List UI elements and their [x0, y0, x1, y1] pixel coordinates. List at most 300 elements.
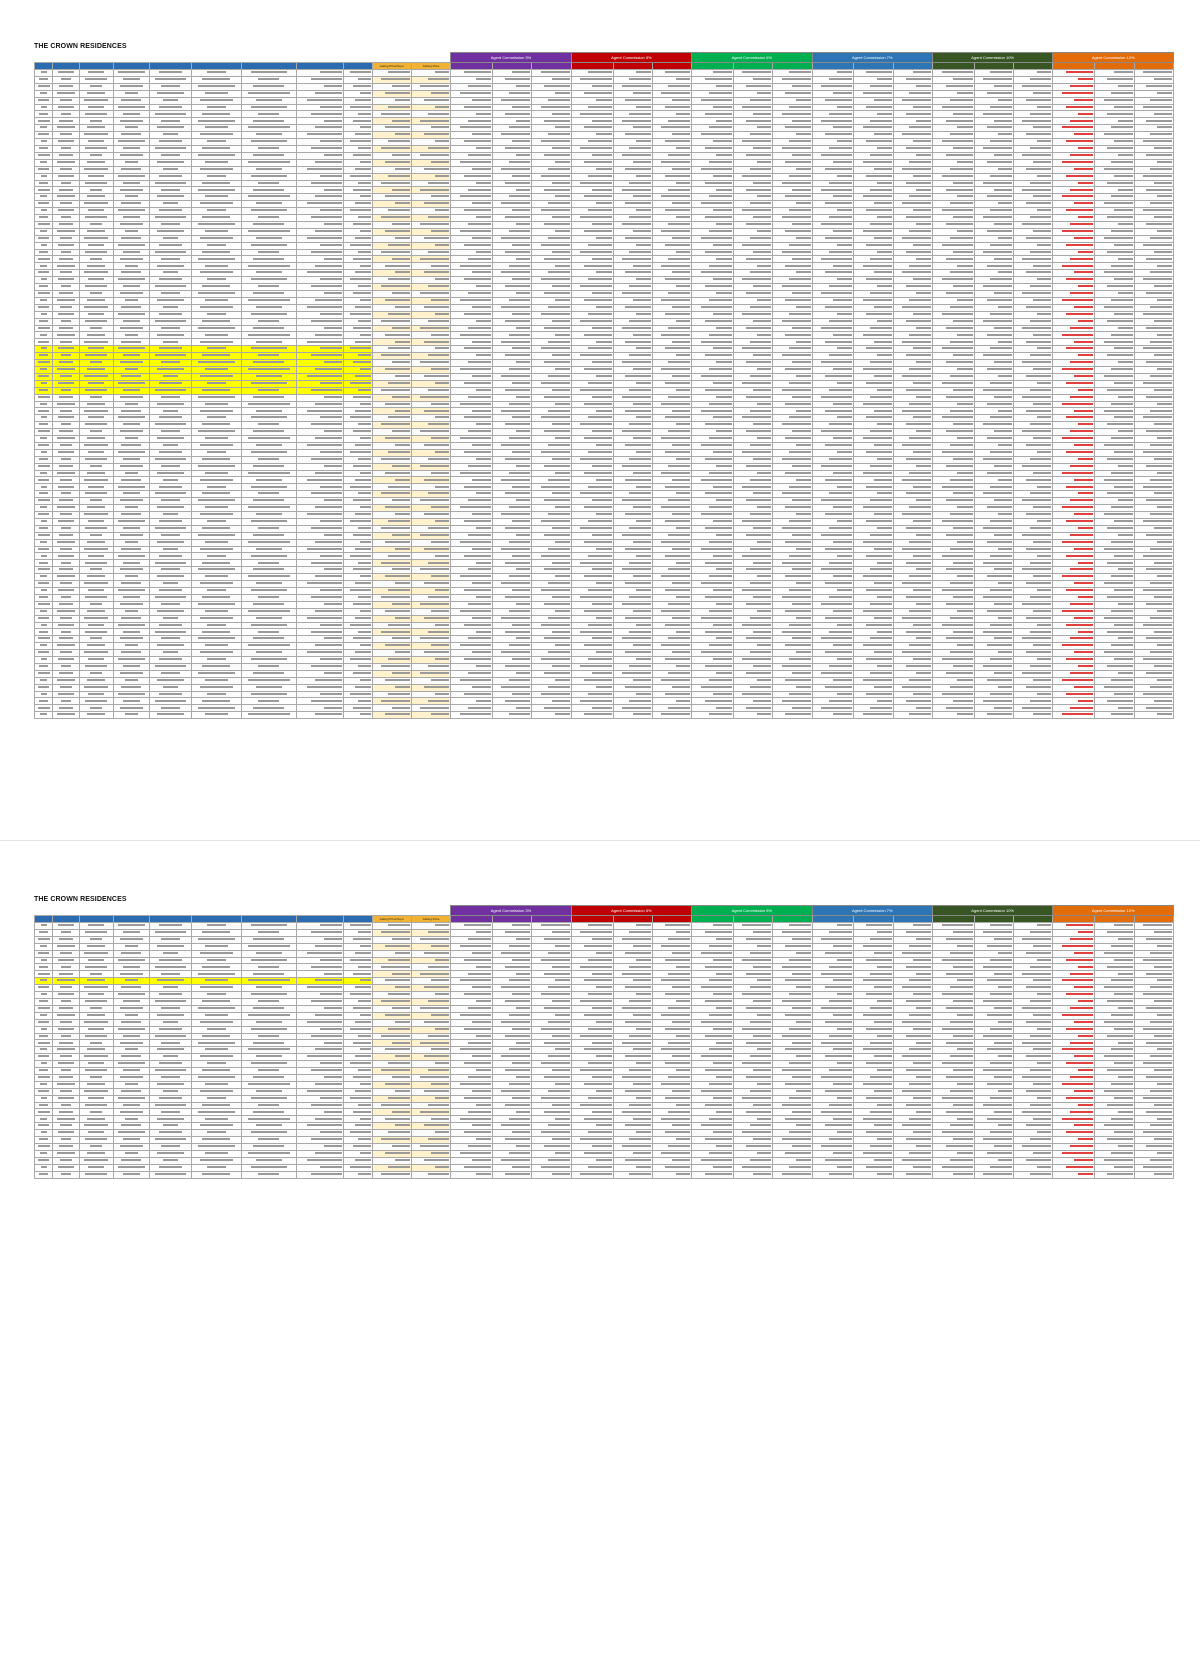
cell-text-placeholder — [205, 506, 228, 508]
cell-text-placeholder — [1146, 534, 1172, 536]
cell-text-placeholder — [1107, 78, 1132, 80]
cell-text-placeholder — [61, 596, 70, 598]
cell-text-placeholder — [205, 299, 228, 301]
table-cell — [192, 512, 242, 519]
table-cell — [150, 228, 192, 235]
cell-text-placeholder — [821, 637, 852, 639]
cell-text-placeholder — [468, 361, 491, 363]
cell-text-placeholder — [709, 92, 732, 94]
cell-text-placeholder — [253, 396, 284, 398]
table-cell — [451, 297, 493, 304]
table-cell — [35, 491, 53, 498]
table-cell — [532, 366, 571, 373]
table-cell — [296, 560, 343, 567]
cell-text-placeholder — [1066, 520, 1093, 522]
cell-text-placeholder — [41, 624, 47, 626]
cell-text-placeholder — [61, 631, 70, 633]
table-cell — [773, 104, 812, 111]
cell-text-placeholder — [460, 610, 491, 612]
cell-text-placeholder — [476, 458, 492, 460]
table-cell — [893, 553, 932, 560]
cell-text-placeholder — [155, 423, 186, 425]
table-cell — [773, 325, 812, 332]
table-cell — [854, 560, 893, 567]
cell-text-placeholder — [509, 230, 531, 232]
table-cell — [493, 553, 532, 560]
table-cell — [451, 601, 493, 608]
table-cell — [652, 636, 691, 643]
table-cell — [493, 353, 532, 360]
cell-text-placeholder — [385, 126, 410, 128]
cell-text-placeholder — [580, 562, 611, 564]
cell-text-placeholder — [1114, 624, 1132, 626]
cell-text-placeholder — [1150, 202, 1172, 204]
cell-text-placeholder — [258, 492, 279, 494]
cell-text-placeholder — [353, 637, 371, 639]
cell-text-placeholder — [324, 223, 342, 225]
cell-text-placeholder — [746, 465, 771, 467]
table-cell — [854, 277, 893, 284]
cell-text-placeholder — [505, 216, 530, 218]
cell-text-placeholder — [38, 327, 50, 329]
cell-text-placeholder — [588, 520, 611, 522]
table-cell — [1053, 256, 1095, 263]
cell-text-placeholder — [200, 237, 233, 239]
cell-text-placeholder — [395, 306, 410, 308]
table-cell — [932, 546, 974, 553]
table-cell — [692, 415, 734, 422]
cell-text-placeholder — [1111, 299, 1133, 301]
cell-text-placeholder — [983, 147, 1012, 149]
cell-text-placeholder — [661, 403, 690, 405]
cell-text-placeholder — [88, 313, 104, 315]
cell-text-placeholder — [1022, 154, 1051, 156]
table-cell — [733, 408, 772, 415]
cell-text-placeholder — [957, 299, 973, 301]
cell-text-placeholder — [544, 637, 569, 639]
table-cell — [296, 477, 343, 484]
table-cell — [652, 629, 691, 636]
cell-text-placeholder — [946, 603, 973, 605]
cell-text-placeholder — [584, 92, 611, 94]
cell-text-placeholder — [87, 230, 106, 232]
table-cell — [692, 366, 734, 373]
cell-text-placeholder — [90, 568, 102, 570]
cell-text-placeholder — [829, 285, 852, 287]
table-cell — [451, 263, 493, 270]
cell-text-placeholder — [501, 513, 530, 515]
table-cell — [893, 194, 932, 201]
table-cell — [150, 373, 192, 380]
cell-text-placeholder — [311, 492, 342, 494]
cell-text-placeholder — [431, 506, 449, 508]
commission-subcolumn-header — [812, 63, 854, 70]
cell-text-placeholder — [902, 306, 931, 308]
table-cell — [192, 152, 242, 159]
table-cell — [372, 643, 411, 650]
cell-text-placeholder — [1070, 120, 1093, 122]
table-cell — [1095, 366, 1134, 373]
table-cell — [692, 615, 734, 622]
cell-text-placeholder — [205, 403, 228, 405]
table-row — [35, 332, 1174, 339]
cell-text-placeholder — [588, 313, 611, 315]
cell-text-placeholder — [866, 624, 891, 626]
table-cell — [451, 380, 493, 387]
table-cell — [773, 277, 812, 284]
cell-text-placeholder — [121, 341, 141, 343]
table-cell — [192, 567, 242, 574]
cell-text-placeholder — [58, 382, 74, 384]
cell-text-placeholder — [785, 368, 810, 370]
table-cell — [854, 484, 893, 491]
table-cell — [571, 76, 613, 83]
table-cell — [854, 608, 893, 615]
table-cell — [773, 249, 812, 256]
table-cell — [893, 380, 932, 387]
table-cell — [411, 152, 450, 159]
table-cell — [692, 270, 734, 277]
table-cell — [613, 187, 652, 194]
cell-text-placeholder — [742, 624, 771, 626]
cell-text-placeholder — [541, 209, 570, 211]
table-cell — [411, 587, 450, 594]
table-cell — [692, 76, 734, 83]
table-cell — [773, 228, 812, 235]
cell-text-placeholder — [676, 458, 691, 460]
cell-text-placeholder — [353, 120, 371, 122]
table-cell — [343, 429, 372, 436]
cell-text-placeholder — [998, 202, 1013, 204]
cell-text-placeholder — [942, 347, 973, 349]
table-cell — [1053, 484, 1095, 491]
table-row — [35, 208, 1174, 215]
table-cell — [372, 215, 411, 222]
cell-text-placeholder — [1033, 368, 1051, 370]
table-cell — [532, 539, 571, 546]
cell-text-placeholder — [555, 541, 570, 543]
table-cell — [773, 132, 812, 139]
table-cell — [192, 166, 242, 173]
cell-text-placeholder — [157, 334, 184, 336]
cell-text-placeholder — [987, 610, 1012, 612]
table-cell — [150, 125, 192, 132]
table-cell — [113, 449, 150, 456]
cell-text-placeholder — [435, 347, 450, 349]
table-cell — [79, 353, 113, 360]
cell-text-placeholder — [863, 230, 892, 232]
cell-text-placeholder — [716, 534, 732, 536]
table-cell — [932, 187, 974, 194]
table-cell — [1095, 636, 1134, 643]
cell-text-placeholder — [906, 216, 931, 218]
cell-text-placeholder — [829, 389, 852, 391]
cell-text-placeholder — [198, 568, 235, 570]
table-cell — [35, 553, 53, 560]
table-cell — [733, 180, 772, 187]
table-cell — [613, 581, 652, 588]
cell-text-placeholder — [90, 361, 102, 363]
table-cell — [493, 187, 532, 194]
cell-text-placeholder — [953, 354, 972, 356]
table-cell — [571, 518, 613, 525]
cell-text-placeholder — [385, 334, 410, 336]
table-cell — [571, 90, 613, 97]
table-cell — [571, 360, 613, 367]
table-cell — [411, 429, 450, 436]
table-cell — [150, 235, 192, 242]
table-cell — [571, 553, 613, 560]
cell-text-placeholder — [253, 637, 284, 639]
cell-text-placeholder — [821, 292, 852, 294]
table-cell — [932, 208, 974, 215]
cell-text-placeholder — [541, 175, 570, 177]
table-cell — [652, 436, 691, 443]
table-cell — [79, 380, 113, 387]
cell-text-placeholder — [1107, 216, 1132, 218]
cell-text-placeholder — [501, 479, 530, 481]
cell-text-placeholder — [584, 541, 611, 543]
table-cell — [451, 567, 493, 574]
cell-text-placeholder — [388, 382, 410, 384]
table-cell — [296, 194, 343, 201]
table-cell — [192, 277, 242, 284]
table-cell — [192, 90, 242, 97]
table-cell — [53, 159, 79, 166]
cell-text-placeholder — [874, 444, 892, 446]
table-cell — [893, 208, 932, 215]
cell-text-placeholder — [796, 168, 811, 170]
cell-text-placeholder — [39, 147, 48, 149]
table-cell — [773, 456, 812, 463]
table-cell — [1095, 70, 1134, 77]
cell-text-placeholder — [541, 451, 570, 453]
table-cell — [296, 360, 343, 367]
table-cell — [532, 284, 571, 291]
cell-text-placeholder — [1118, 120, 1133, 122]
table-cell — [532, 394, 571, 401]
cell-text-placeholder — [121, 237, 141, 239]
table-cell — [451, 187, 493, 194]
cell-text-placeholder — [395, 410, 410, 412]
cell-text-placeholder — [1146, 85, 1172, 87]
cell-text-placeholder — [87, 575, 106, 577]
table-cell — [932, 215, 974, 222]
table-cell — [451, 242, 493, 249]
cell-text-placeholder — [435, 416, 450, 418]
table-cell — [192, 139, 242, 146]
table-cell — [79, 111, 113, 118]
table-cell — [451, 463, 493, 470]
cell-text-placeholder — [155, 147, 186, 149]
cell-text-placeholder — [388, 347, 410, 349]
cell-text-placeholder — [88, 244, 104, 246]
cell-text-placeholder — [1150, 479, 1172, 481]
table-cell — [812, 429, 854, 436]
cell-text-placeholder — [38, 479, 49, 481]
table-cell — [733, 512, 772, 519]
table-cell — [493, 90, 532, 97]
table-cell — [296, 512, 343, 519]
cell-text-placeholder — [998, 168, 1013, 170]
cell-text-placeholder — [58, 209, 74, 211]
cell-text-placeholder — [716, 258, 732, 260]
cell-text-placeholder — [716, 465, 732, 467]
table-cell — [411, 567, 450, 574]
cell-text-placeholder — [315, 506, 341, 508]
table-cell — [372, 353, 411, 360]
cell-text-placeholder — [1062, 610, 1093, 612]
table-cell — [451, 145, 493, 152]
table-cell — [733, 83, 772, 90]
table-cell — [812, 83, 854, 90]
table-cell — [493, 484, 532, 491]
cell-text-placeholder — [746, 189, 771, 191]
cell-text-placeholder — [157, 403, 184, 405]
cell-text-placeholder — [256, 168, 282, 170]
table-cell — [493, 166, 532, 173]
cell-text-placeholder — [435, 520, 450, 522]
cell-text-placeholder — [913, 140, 931, 142]
cell-text-placeholder — [592, 85, 611, 87]
table-cell — [493, 249, 532, 256]
cell-text-placeholder — [785, 161, 810, 163]
cell-text-placeholder — [353, 85, 371, 87]
table-cell — [773, 463, 812, 470]
table-cell — [812, 546, 854, 553]
table-cell — [192, 221, 242, 228]
cell-text-placeholder — [622, 223, 651, 225]
cell-text-placeholder — [665, 106, 690, 108]
table-cell — [451, 360, 493, 367]
table-cell — [53, 297, 79, 304]
cell-text-placeholder — [58, 624, 74, 626]
table-cell — [812, 173, 854, 180]
cell-text-placeholder — [916, 120, 931, 122]
table-cell — [35, 166, 53, 173]
table-cell — [343, 104, 372, 111]
cell-text-placeholder — [821, 327, 852, 329]
cell-text-placeholder — [987, 541, 1012, 543]
cell-text-placeholder — [580, 354, 611, 356]
cell-text-placeholder — [950, 444, 973, 446]
table-cell — [451, 436, 493, 443]
cell-text-placeholder — [709, 265, 732, 267]
table-cell — [1053, 111, 1095, 118]
table-cell — [150, 111, 192, 118]
cell-text-placeholder — [200, 513, 233, 515]
table-cell — [1134, 581, 1173, 588]
cell-text-placeholder — [668, 120, 690, 122]
table-cell — [150, 366, 192, 373]
cell-text-placeholder — [435, 451, 450, 453]
table-cell — [1095, 436, 1134, 443]
cell-text-placeholder — [501, 341, 530, 343]
cell-text-placeholder — [785, 610, 810, 612]
cell-text-placeholder — [202, 631, 230, 633]
table-cell — [932, 353, 974, 360]
table-cell — [192, 339, 242, 346]
table-cell — [854, 512, 893, 519]
cell-text-placeholder — [420, 223, 449, 225]
table-cell — [1053, 139, 1095, 146]
cell-text-placeholder — [1154, 251, 1172, 253]
table-cell — [343, 477, 372, 484]
cell-text-placeholder — [358, 251, 371, 253]
cell-text-placeholder — [701, 582, 732, 584]
table-cell — [451, 408, 493, 415]
table-row — [35, 498, 1174, 505]
cell-text-placeholder — [248, 92, 290, 94]
table-cell — [411, 498, 450, 505]
table-cell — [343, 125, 372, 132]
cell-text-placeholder — [1022, 603, 1051, 605]
table-cell — [241, 304, 296, 311]
table-cell — [113, 187, 150, 194]
cell-text-placeholder — [555, 299, 570, 301]
cell-text-placeholder — [596, 341, 612, 343]
cell-text-placeholder — [1033, 230, 1051, 232]
table-cell — [1014, 470, 1053, 477]
table-cell — [932, 318, 974, 325]
table-cell — [35, 539, 53, 546]
table-cell — [974, 532, 1013, 539]
table-cell — [241, 339, 296, 346]
cell-text-placeholder — [676, 631, 691, 633]
cell-text-placeholder — [990, 520, 1012, 522]
table-cell — [296, 346, 343, 353]
cell-text-placeholder — [909, 265, 931, 267]
table-cell — [893, 394, 932, 401]
cell-text-placeholder — [1157, 437, 1172, 439]
table-cell — [692, 401, 734, 408]
table-cell — [411, 139, 450, 146]
table-cell — [411, 249, 450, 256]
table-cell — [652, 139, 691, 146]
table-cell — [1014, 145, 1053, 152]
cell-text-placeholder — [41, 486, 47, 488]
cell-text-placeholder — [472, 375, 491, 377]
table-row — [35, 304, 1174, 311]
table-cell — [79, 636, 113, 643]
table-cell — [692, 456, 734, 463]
cell-text-placeholder — [476, 113, 492, 115]
table-cell — [411, 318, 450, 325]
cell-text-placeholder — [782, 354, 811, 356]
cell-text-placeholder — [61, 458, 70, 460]
cell-text-placeholder — [746, 154, 771, 156]
table-cell — [53, 560, 79, 567]
table-cell — [932, 442, 974, 449]
table-cell — [613, 346, 652, 353]
cell-text-placeholder — [155, 216, 186, 218]
cell-text-placeholder — [713, 347, 732, 349]
table-cell — [493, 477, 532, 484]
cell-text-placeholder — [311, 113, 342, 115]
cell-text-placeholder — [516, 85, 531, 87]
cell-text-placeholder — [1107, 492, 1132, 494]
table-cell — [493, 525, 532, 532]
cell-text-placeholder — [705, 562, 732, 564]
cell-text-placeholder — [58, 244, 74, 246]
cell-text-placeholder — [942, 209, 973, 211]
table-cell — [150, 636, 192, 643]
cell-text-placeholder — [987, 575, 1012, 577]
cell-text-placeholder — [88, 347, 104, 349]
cell-text-placeholder — [501, 99, 530, 101]
cell-text-placeholder — [123, 562, 140, 564]
cell-text-placeholder — [592, 361, 611, 363]
